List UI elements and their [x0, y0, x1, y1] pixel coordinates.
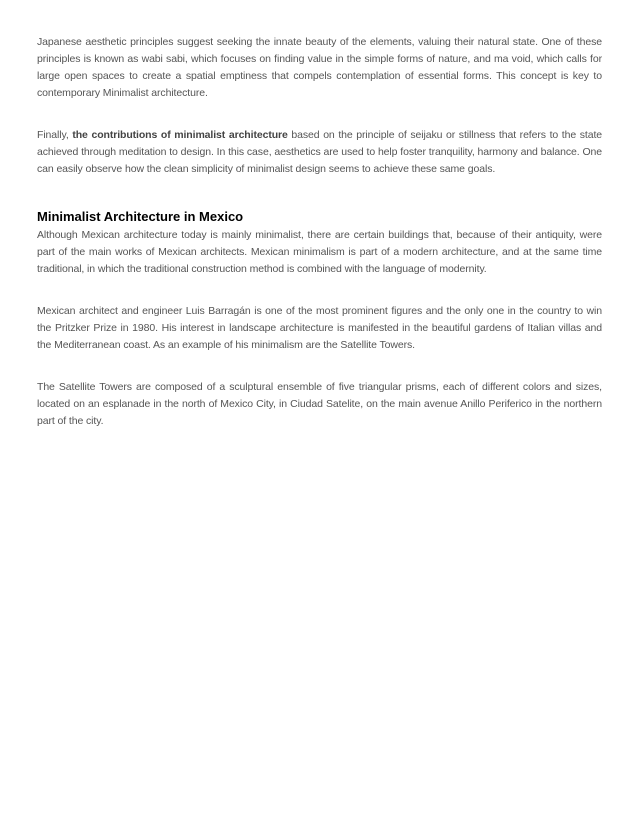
paragraph-seijaku-prefix: Finally,: [37, 129, 73, 141]
paragraph-luis-barragan: Mexican architect and engineer Luis Barragán is one of the most prominent figures and the only one in the country to win the Pritzker Prize in 1980. His interest in landscape architecture is manifested in the beautiful gardens of Italian villas and the Mediterranean coast. As an example of his minimalism are the Satellite Towers.: [37, 305, 602, 351]
section-heading: Minimalist Architecture in Mexico: [37, 209, 244, 224]
paragraph-seijaku-bold: the contributions of minimalist architecture: [72, 129, 288, 141]
paragraph-wabi-sabi: Japanese aesthetic principles suggest seeking the innate beauty of the elements, valuing their natural state. One of these principles is known as wabi sabi, which focuses on finding value in the simple forms of nature, and ma void, which calls for large open spaces to create a spatial emptiness that compels contemplation of essential forms. This concept is key to contemporary Minimalist architecture.: [37, 36, 602, 99]
paragraph-seijaku-rest: based on the principle of seijaku or stillness that refers to the state achieved through meditation to design. In this case, aesthetics are used to help foster tranquility, harmony and balance. One can easily observe how the clean simplicity of minimalist design seems to achieve these same goals.: [37, 129, 603, 175]
paragraph-satellite-towers: The Satellite Towers are composed of a sculptural ensemble of five triangular prisms, each of different colors and sizes, located on an esplanade in the north of Mexico City, in Ciudad Satelite, on the main avenue Anillo Periferico in the northern part of the city.: [37, 381, 602, 427]
document-page: [37, 34, 602, 430]
paragraph-seijaku: [37, 127, 602, 178]
paragraph-mexican-architecture: Although Mexican architecture today is mainly minimalist, there are certain buildings that, because of their antiquity, were part of the main works of Mexican architects. Mexican minimalism is part of a modern architecture, and at the same time traditional, in which the traditional construction method is combined with the language of modernity.: [37, 229, 602, 275]
